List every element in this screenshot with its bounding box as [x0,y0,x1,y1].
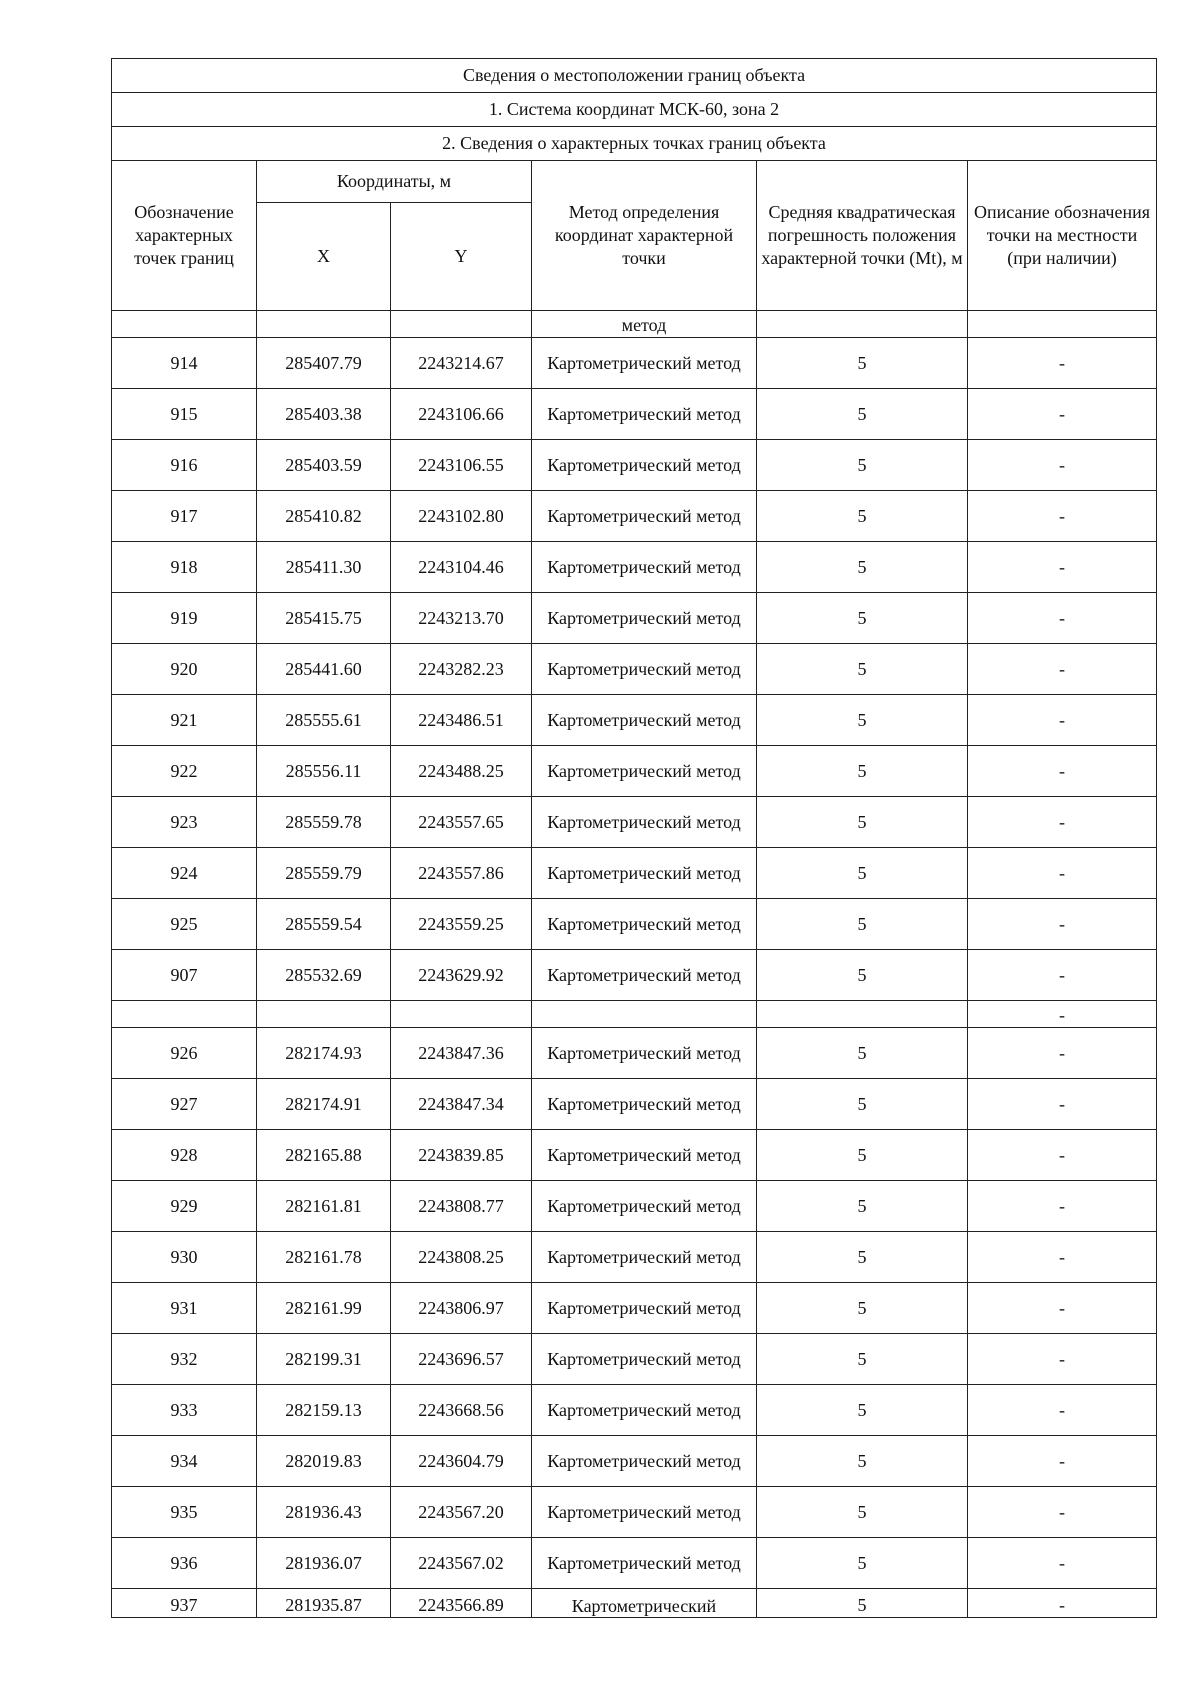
method: Картометрический метод [532,746,757,797]
method: Картометрический метод [532,440,757,491]
point-description: - [968,950,1157,1001]
table-row [112,542,1157,593]
method: Картометрический метод [532,1334,757,1385]
coord-x: 285441.60 [257,644,391,695]
mean-error: 5 [757,1079,968,1130]
section-title: 2. Сведения о характерных точках границ объекта [112,127,1157,161]
method: Картометрический метод [532,1487,757,1538]
point-number: 915 [112,389,257,440]
point-number: 923 [112,797,257,848]
point-number: 918 [112,542,257,593]
table-row [112,338,1157,389]
method: Картометрический метод [532,338,757,389]
mean-error: 5 [757,1181,968,1232]
table-row [112,848,1157,899]
table-row [112,1487,1157,1538]
coord-x: 282199.31 [257,1334,391,1385]
mean-error: 5 [757,848,968,899]
coord-y: 2243808.25 [391,1232,532,1283]
coord-x: 282019.83 [257,1436,391,1487]
table-row [112,899,1157,950]
header-description: Описание обозначения точки на местности (при наличии) [968,161,1157,311]
coord-y: 2243847.36 [391,1028,532,1079]
continuation-row [112,311,1157,338]
table-row [112,1589,1157,1618]
coord-y: 2243847.34 [391,1079,532,1130]
point-number: 933 [112,1385,257,1436]
coord-x: 282174.93 [257,1028,391,1079]
method: Картометрический метод [532,542,757,593]
coord-y: 2243559.25 [391,899,532,950]
point-number: 935 [112,1487,257,1538]
method: Картометрический метод [532,695,757,746]
empty-cell [391,1001,532,1028]
header-method: Метод определения координат характерной точки [532,161,757,311]
point-number: 914 [112,338,257,389]
method: Картометрический метод [532,950,757,1001]
point-description: - [968,797,1157,848]
point-number: 936 [112,1538,257,1589]
point-description: - [968,1589,1157,1618]
mean-error: 5 [757,746,968,797]
point-description: - [968,848,1157,899]
coord-y: 2243106.55 [391,440,532,491]
mean-error: 5 [757,1232,968,1283]
point-number: 925 [112,899,257,950]
table-row [112,1130,1157,1181]
method: Картометрический метод [532,389,757,440]
mean-error: 5 [757,1283,968,1334]
mean-error: 5 [757,1130,968,1181]
table-row [112,1436,1157,1487]
coord-y: 2243808.77 [391,1181,532,1232]
coord-y: 2243488.25 [391,746,532,797]
mean-error: 5 [757,491,968,542]
coord-x: 282159.13 [257,1385,391,1436]
point-number: 931 [112,1283,257,1334]
point-description: - [968,644,1157,695]
point-number: 934 [112,1436,257,1487]
method: Картометрический метод [532,899,757,950]
point-description: - [968,338,1157,389]
coord-y: 2243106.66 [391,389,532,440]
point-description: - [968,542,1157,593]
mean-error: 5 [757,1028,968,1079]
table-row [112,1334,1157,1385]
point-description: - [968,1334,1157,1385]
point-description: - [968,695,1157,746]
point-description: - [968,1538,1157,1589]
coord-y: 2243486.51 [391,695,532,746]
mean-error: 5 [757,1589,968,1618]
mean-error: 5 [757,899,968,950]
method: Картометрический [532,1589,757,1618]
empty-cell [532,1001,757,1028]
point-description: - [968,1487,1157,1538]
header-designation: Обозначение характерных точек границ [112,161,257,311]
mean-error: 5 [757,1334,968,1385]
table-row [112,1538,1157,1589]
table-row [112,593,1157,644]
separator-description: - [968,1001,1157,1028]
mean-error: 5 [757,950,968,1001]
method: Картометрический метод [532,1130,757,1181]
method: Картометрический метод [532,848,757,899]
header-y: Y [391,203,532,311]
method: Картометрический метод [532,1436,757,1487]
mean-error: 5 [757,797,968,848]
method: Картометрический метод [532,644,757,695]
method: Картометрический метод [532,1079,757,1130]
table-title: Сведения о местоположении границ объекта [112,59,1157,93]
point-description: - [968,1232,1157,1283]
point-number: 916 [112,440,257,491]
mean-error: 5 [757,440,968,491]
coord-x: 281936.07 [257,1538,391,1589]
point-number: 930 [112,1232,257,1283]
table-row [112,440,1157,491]
table-row [112,491,1157,542]
coord-x: 285411.30 [257,542,391,593]
coord-y: 2243102.80 [391,491,532,542]
boundary-points-table [111,58,1157,1618]
coord-y: 2243839.85 [391,1130,532,1181]
table-row [112,1181,1157,1232]
mean-error: 5 [757,695,968,746]
point-number: 917 [112,491,257,542]
point-number: 937 [112,1589,257,1618]
coord-y: 2243566.89 [391,1589,532,1618]
table-row [112,695,1157,746]
point-number: 929 [112,1181,257,1232]
coord-x: 285555.61 [257,695,391,746]
point-number: 919 [112,593,257,644]
table-row [112,1079,1157,1130]
method: Картометрический метод [532,1028,757,1079]
method: Картометрический метод [532,593,757,644]
coord-x: 282161.81 [257,1181,391,1232]
point-description: - [968,593,1157,644]
coord-y: 2243557.86 [391,848,532,899]
point-description: - [968,389,1157,440]
coord-y: 2243567.02 [391,1538,532,1589]
empty-cell [757,1001,968,1028]
method: Картометрический метод [532,797,757,848]
coord-x: 282174.91 [257,1079,391,1130]
continuation-method: метод [532,311,757,338]
coord-y: 2243567.20 [391,1487,532,1538]
coord-x: 285403.59 [257,440,391,491]
mean-error: 5 [757,593,968,644]
point-number: 924 [112,848,257,899]
coord-x: 282161.99 [257,1283,391,1334]
table-row [112,950,1157,1001]
coord-x: 285559.54 [257,899,391,950]
point-description: - [968,440,1157,491]
table-row [112,644,1157,695]
point-description: - [968,1181,1157,1232]
point-description: - [968,746,1157,797]
mean-error: 5 [757,389,968,440]
table-row [112,1283,1157,1334]
point-description: - [968,1283,1157,1334]
table-row [112,797,1157,848]
empty-cell [112,1001,257,1028]
mean-error: 5 [757,1436,968,1487]
point-description: - [968,899,1157,950]
coord-x: 282161.78 [257,1232,391,1283]
coord-y: 2243104.46 [391,542,532,593]
point-description: - [968,1079,1157,1130]
coord-x: 285403.38 [257,389,391,440]
coord-y: 2243806.97 [391,1283,532,1334]
header-x: X [257,203,391,311]
coord-y: 2243213.70 [391,593,532,644]
table-row [112,746,1157,797]
mean-error: 5 [757,644,968,695]
mean-error: 5 [757,1385,968,1436]
coord-x: 285410.82 [257,491,391,542]
mean-error: 5 [757,338,968,389]
point-number: 927 [112,1079,257,1130]
coord-x: 285415.75 [257,593,391,644]
coord-x: 285559.78 [257,797,391,848]
mean-error: 5 [757,542,968,593]
separator-row [112,1001,1157,1028]
point-description: - [968,1130,1157,1181]
coord-x: 285556.11 [257,746,391,797]
method: Картометрический метод [532,1385,757,1436]
point-number: 922 [112,746,257,797]
point-number: 907 [112,950,257,1001]
table-row [112,1028,1157,1079]
coord-y: 2243696.57 [391,1334,532,1385]
header-coordinates: Координаты, м [257,161,532,203]
coord-y: 2243557.65 [391,797,532,848]
coord-x: 285559.79 [257,848,391,899]
table-row [112,389,1157,440]
method: Картометрический метод [532,1181,757,1232]
method: Картометрический метод [532,491,757,542]
empty-cell [257,1001,391,1028]
coord-x: 282165.88 [257,1130,391,1181]
coord-x: 281936.43 [257,1487,391,1538]
table-row [112,1232,1157,1283]
header-mean-error: Средняя квадратическая погрешность положения характерной точки (Mt), м [757,161,968,311]
point-description: - [968,1385,1157,1436]
coord-y: 2243282.23 [391,644,532,695]
coord-y: 2243668.56 [391,1385,532,1436]
coord-x: 285407.79 [257,338,391,389]
point-number: 928 [112,1130,257,1181]
point-description: - [968,1028,1157,1079]
point-description: - [968,491,1157,542]
method: Картометрический метод [532,1538,757,1589]
method: Картометрический метод [532,1283,757,1334]
table-row [112,1385,1157,1436]
coord-x: 281935.87 [257,1589,391,1618]
point-number: 921 [112,695,257,746]
point-number: 920 [112,644,257,695]
coord-y: 2243214.67 [391,338,532,389]
coordinate-system: 1. Система координат МСК-60, зона 2 [112,93,1157,127]
mean-error: 5 [757,1538,968,1589]
coord-x: 285532.69 [257,950,391,1001]
point-number: 926 [112,1028,257,1079]
method: Картометрический метод [532,1232,757,1283]
coord-y: 2243629.92 [391,950,532,1001]
mean-error: 5 [757,1487,968,1538]
coord-y: 2243604.79 [391,1436,532,1487]
point-description: - [968,1436,1157,1487]
point-number: 932 [112,1334,257,1385]
